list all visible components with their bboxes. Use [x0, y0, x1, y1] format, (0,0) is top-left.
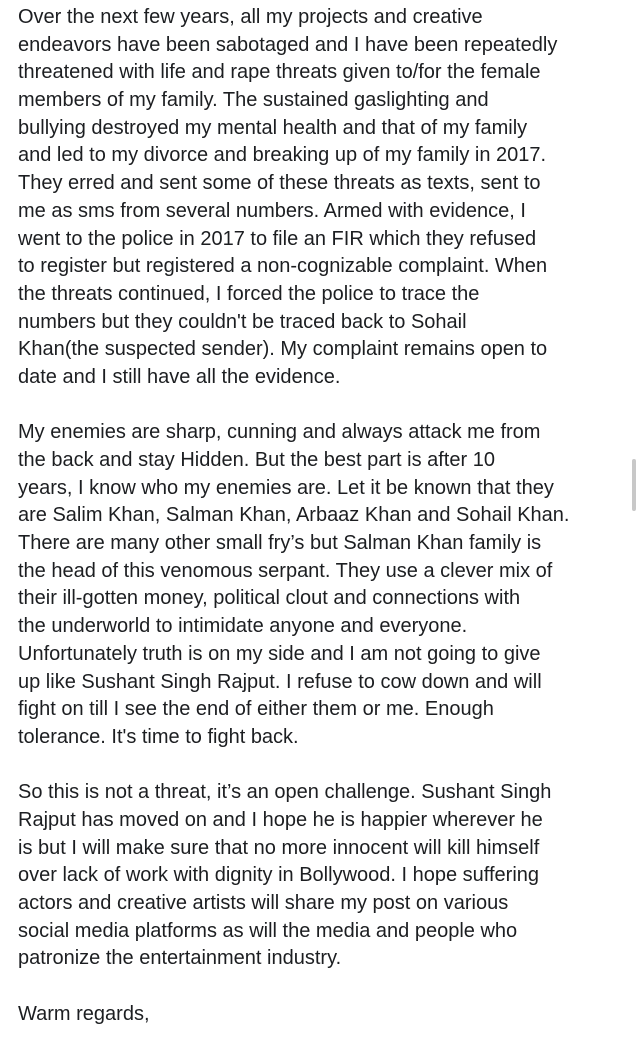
- text-line: over lack of work with dignity in Bollywood. I hope suffering: [18, 864, 540, 887]
- paragraph-3: [18, 779, 632, 973]
- text-line: tolerance. It's time to fight back.: [18, 725, 299, 748]
- text-line: went to the police in 2017 to file an FIR which they refused: [18, 227, 537, 250]
- text-line: fight on till I see the end of either them or me. Enough: [18, 698, 494, 721]
- text-line: Rajput has moved on and I hope he is happier wherever he: [18, 808, 543, 831]
- text-line: actors and creative artists will share my post on various: [18, 892, 509, 914]
- text-line: They erred and sent some of these threats as texts, sent to: [18, 172, 541, 195]
- text-line: bullying destroyed my mental health and that of my family: [18, 116, 528, 139]
- text-line: to register but registered a non-cognizable complaint. When: [18, 255, 548, 278]
- text-line: There are many other small fry’s but Salman Khan family is: [18, 532, 542, 555]
- text-line: members of my family. The sustained gaslighting and: [18, 89, 489, 112]
- text-line: My enemies are sharp, cunning and always attack me from: [18, 421, 541, 444]
- text-line: date and I still have all the evidence.: [18, 365, 341, 388]
- text-line: their ill-gotten money, political clout and connections with: [18, 587, 521, 610]
- text-line: is but I will make sure that no more innocent will kill himself: [18, 836, 540, 859]
- text-line: Warm regards,: [18, 1002, 150, 1025]
- text-line: social media platforms as will the media and people who: [18, 919, 518, 942]
- text-line: So this is not a threat, it’s an open challenge. Sushant Singh: [18, 781, 552, 804]
- post-text: [18, 4, 632, 1056]
- text-line: endeavors have been sabotaged and I have been repeatedly: [18, 33, 558, 56]
- text-line: up like Sushant Singh Rajput. I refuse to cow down and will: [18, 670, 542, 693]
- text-line: the underworld to intimidate anyone and everyone.: [18, 615, 468, 638]
- text-line: patronize the entertainment industry.: [18, 947, 342, 970]
- text-line: and led to my divorce and breaking up of my family in 2017.: [18, 144, 547, 167]
- text-line: the threats continued, I forced the police to trace the: [18, 282, 480, 305]
- sign-off: [18, 1001, 632, 1029]
- text-line: are Salim Khan, Salman Khan, Arbaaz Khan and Sohail Khan.: [18, 504, 570, 527]
- text-line: Khan(the suspected sender). My complaint remains open to: [18, 338, 548, 361]
- text-line: threatened with life and rape threats given to/for the female: [18, 61, 541, 84]
- text-line: numbers but they couldn't be traced back to Sohail: [18, 310, 467, 333]
- paragraph-2: [18, 419, 632, 751]
- text-line: the head of this venomous serpant. They use a clever mix of: [18, 559, 553, 582]
- text-line: Unfortunately truth is on my side and I am not going to give: [18, 642, 541, 665]
- text-line: the back and stay Hidden. But the best part is after 10: [18, 449, 495, 471]
- scrollbar-thumb[interactable]: [632, 459, 636, 511]
- text-line: Over the next few years, all my projects and creative: [18, 6, 483, 28]
- paragraph-1: [18, 4, 632, 392]
- text-line: years, I know who my enemies are. Let it be known that they: [18, 476, 554, 499]
- text-line: me as sms from several numbers. Armed with evidence, I: [18, 199, 526, 222]
